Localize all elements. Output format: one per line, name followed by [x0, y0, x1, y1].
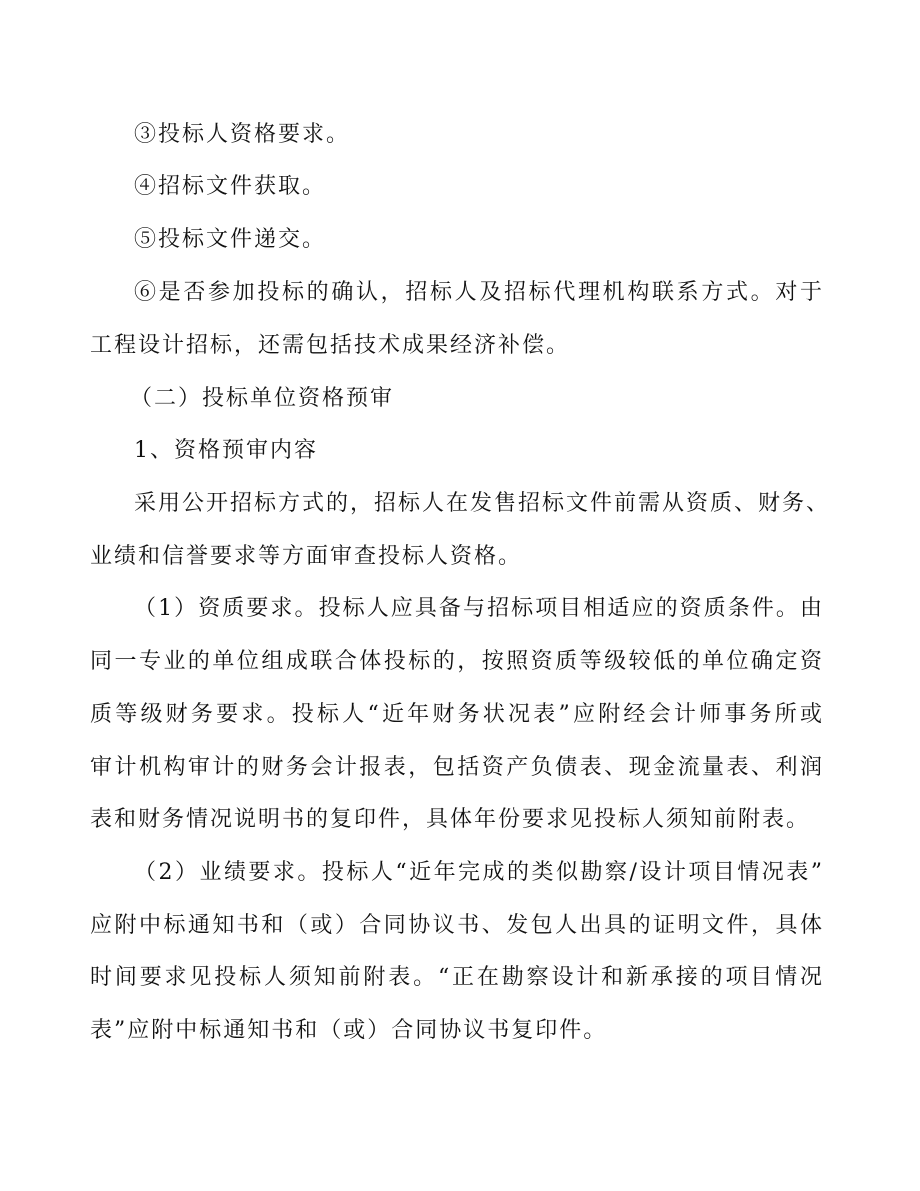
paragraph-3-line-3: 时间要求见投标人须知前附表。“正在勘察设计和新承接的项目情况: [90, 965, 824, 990]
paragraph-3-line-2: 应附中标通知书和（或）合同协议书、发包人出具的证明文件，具体: [90, 913, 824, 938]
paragraph-2-line-1: （1）资质要求。投标人应具备与招标项目相适应的资质条件。由: [134, 596, 824, 621]
paragraph-2-line-4: 审计机构审计的财务会计报表，包括资产负债表、现金流量表、利润: [90, 755, 824, 780]
section-heading: （二）投标单位资格预审: [130, 386, 395, 411]
subsection-heading: 1、资格预审内容: [134, 438, 318, 463]
paragraph-3-line-4: 表”应附中标通知书和（或）合同协议书复印件。: [90, 1018, 608, 1043]
paragraph-2-line-3: 质等级财务要求。投标人“近年财务状况表”应附经会计师事务所或: [90, 702, 824, 727]
paragraph-1-line-2: 业绩和信誉要求等方面审查投标人资格。: [90, 544, 523, 569]
paragraph-2-line-5: 表和财务情况说明书的复印件，具体年份要求见投标人须知前附表。: [90, 807, 811, 832]
list-item-4: ④招标文件获取。: [134, 174, 327, 199]
list-item-5: ⑤投标文件递交。: [134, 227, 327, 252]
paragraph-2-line-2: 同一专业的单位组成联合体投标的，按照资质等级较低的单位确定资: [90, 649, 824, 674]
paragraph-3-line-1: （2）业绩要求。投标人“近年完成的类似勘察/设计项目情况表”: [134, 860, 824, 885]
list-item-6-line-1: ⑥是否参加投标的确认，招标人及招标代理机构联系方式。对于: [134, 280, 824, 305]
paragraph-1-line-1: 采用公开招标方式的，招标人在发售招标文件前需从资质、财务、: [134, 491, 831, 516]
list-item-6-line-2: 工程设计招标，还需包括技术成果经济补偿。: [90, 333, 571, 358]
list-item-3: ③投标人资格要求。: [134, 122, 351, 147]
